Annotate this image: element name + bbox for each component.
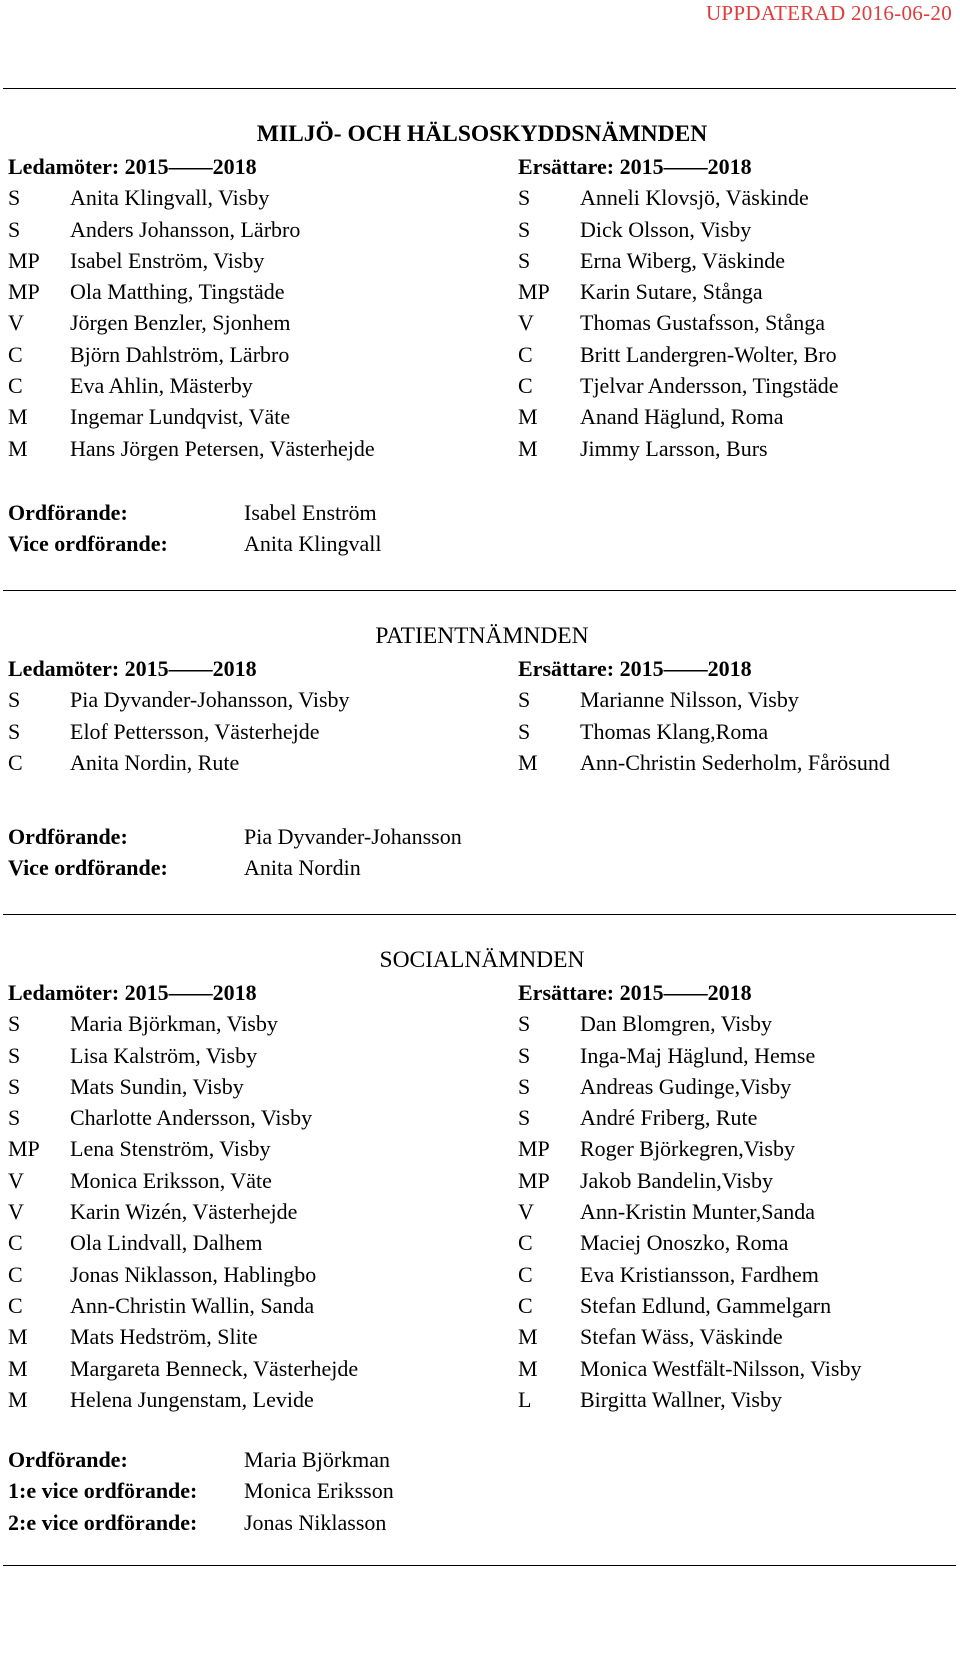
person-name: Erna Wiberg, Väskinde [580, 247, 786, 273]
party-code: S [518, 216, 531, 242]
party-code: S [518, 687, 531, 713]
party-code: MP [518, 1136, 550, 1162]
member-row [8, 1384, 488, 1415]
section-socialnamnden [8, 944, 956, 1535]
party-code: M [8, 1355, 28, 1381]
party-code: C [8, 1261, 23, 1287]
party-code: MP [518, 1167, 550, 1193]
person-name: Ann-Kristin Munter,Sanda [580, 1199, 815, 1225]
person-name: Eva Kristiansson, Fardhem [580, 1261, 819, 1287]
party-code: V [8, 310, 24, 336]
member-row [8, 182, 488, 213]
substitute-row [518, 1102, 960, 1133]
party-code: M [518, 1355, 538, 1381]
divider [3, 590, 956, 591]
substitute-row [518, 1196, 960, 1227]
party-code: S [518, 718, 531, 744]
person-name: Anita Nordin, Rute [70, 749, 240, 775]
party-code: C [8, 1230, 23, 1256]
party-code: M [8, 1386, 28, 1412]
person-name: Karin Wizén, Västerhejde [70, 1199, 298, 1225]
substitute-row [518, 1259, 960, 1290]
member-row [8, 245, 488, 276]
member-row [8, 433, 488, 464]
party-code: C [518, 341, 533, 367]
member-row [8, 1071, 488, 1102]
party-code: S [8, 1011, 21, 1037]
person-name: Maria Björkman, Visby [70, 1011, 278, 1037]
person-name: Mats Hedström, Slite [70, 1324, 258, 1350]
member-row [8, 276, 488, 307]
section-miljo-halsoskydd [8, 118, 956, 557]
substitute-row [518, 182, 960, 213]
role-label: Vice ordförande: [8, 855, 168, 881]
person-name: Margareta Benneck, Västerhejde [70, 1355, 359, 1381]
substitutes-column [518, 151, 960, 464]
role-holder: Anita Klingvall [244, 531, 382, 557]
member-row [8, 1008, 488, 1039]
role-label: Ordförande: [8, 500, 128, 525]
party-code: M [8, 435, 28, 461]
members-column [8, 151, 488, 464]
role-row [8, 852, 462, 883]
person-name: Jakob Bandelin,Visby [580, 1167, 773, 1193]
member-row [8, 1353, 488, 1384]
substitute-row [518, 276, 960, 307]
party-code: L [518, 1386, 532, 1412]
person-name: Stefan Edlund, Gammelgarn [580, 1292, 832, 1318]
person-name: Britt Landergren-Wolter, Bro [580, 341, 837, 367]
person-name: Eva Ahlin, Mästerby [70, 373, 253, 399]
party-code: MP [518, 279, 550, 305]
section-patientnamnden [8, 620, 956, 881]
party-code: C [518, 1230, 533, 1256]
person-name: Inga-Maj Häglund, Hemse [580, 1042, 816, 1068]
person-name: Maciej Onoszko, Roma [580, 1230, 789, 1256]
substitute-row [518, 433, 960, 464]
party-code: S [8, 216, 21, 242]
person-name: Thomas Gustafsson, Stånga [580, 310, 826, 336]
divider [3, 1565, 956, 1566]
substitute-row [518, 1384, 960, 1415]
updated-date: UPPDATERAD 2016-06-20 [705, 1, 952, 25]
person-name: Anita Klingvall, Visby [70, 185, 270, 211]
substitutes-column [518, 653, 960, 778]
party-code: M [518, 435, 538, 461]
person-name: Björn Dahlström, Lärbro [70, 341, 290, 367]
role-row [8, 1444, 394, 1475]
person-name: Birgitta Wallner, Visby [580, 1386, 782, 1412]
members-column [8, 977, 488, 1415]
substitute-row [518, 1290, 960, 1321]
role-row [8, 497, 381, 528]
party-code: M [518, 404, 538, 430]
role-label: 2:e vice ordförande: [8, 1509, 198, 1535]
substitute-row [518, 245, 960, 276]
party-code: S [8, 687, 21, 713]
substitute-row [518, 1040, 960, 1071]
member-row [8, 307, 488, 338]
person-name: Pia Dyvander-Johansson, Visby [70, 687, 350, 713]
substitute-row [518, 1071, 960, 1102]
person-name: Jörgen Benzler, Sjonhem [70, 310, 291, 336]
substitute-row [518, 1321, 960, 1352]
member-row [8, 1133, 488, 1164]
person-name: Ola Lindvall, Dalhem [70, 1230, 263, 1256]
role-label: 1:e vice ordförande: [8, 1478, 198, 1504]
member-columns [8, 977, 956, 1415]
members-column [8, 653, 488, 778]
section-title: MILJÖ- OCH HÄLSOSKYDDSNÄMNDEN [256, 121, 708, 147]
party-code: C [518, 373, 533, 399]
substitute-row [518, 370, 960, 401]
party-code: V [518, 1199, 534, 1225]
person-name: Jonas Niklasson, Hablingbo [70, 1261, 317, 1287]
role-row [8, 528, 381, 559]
person-name: Anand Häglund, Roma [580, 404, 784, 430]
members-heading: Ledamöter: 2015——2018 [8, 980, 257, 1005]
person-name: Hans Jörgen Petersen, Västerhejde [70, 435, 375, 461]
substitute-row [518, 1165, 960, 1196]
member-row [8, 339, 488, 370]
party-code: M [518, 1324, 538, 1350]
person-name: Mats Sundin, Visby [70, 1073, 244, 1099]
party-code: C [518, 1292, 533, 1318]
person-name: Dan Blomgren, Visby [580, 1011, 772, 1037]
members-heading: Ledamöter: 2015——2018 [8, 656, 257, 681]
member-row [8, 684, 488, 715]
person-name: Monica Westfält-Nilsson, Visby [580, 1355, 862, 1381]
role-row [8, 821, 462, 852]
party-code: V [518, 310, 534, 336]
party-code: S [518, 1073, 531, 1099]
role-row [8, 1475, 394, 1506]
member-row [8, 1259, 488, 1290]
member-row [8, 1165, 488, 1196]
substitutes-heading: Ersättare: 2015——2018 [518, 154, 752, 179]
member-row [8, 1227, 488, 1258]
substitute-row [518, 747, 960, 778]
person-name: Lisa Kalström, Visby [70, 1042, 258, 1068]
party-code: C [8, 373, 23, 399]
role-row [8, 1507, 394, 1538]
substitutes-heading: Ersättare: 2015——2018 [518, 980, 752, 1005]
party-code: S [8, 1073, 21, 1099]
person-name: Helena Jungenstam, Levide [70, 1386, 314, 1412]
person-name: Karin Sutare, Stånga [580, 279, 763, 305]
person-name: Ann-Christin Wallin, Sanda [70, 1292, 315, 1318]
member-row [8, 1102, 488, 1133]
substitute-row [518, 214, 960, 245]
person-name: Andreas Gudinge,Visby [580, 1073, 792, 1099]
party-code: S [518, 1105, 531, 1131]
member-row [8, 1321, 488, 1352]
divider [3, 88, 956, 89]
role-holder: Jonas Niklasson [244, 1509, 387, 1535]
role-label: Vice ordförande: [8, 531, 168, 557]
person-name: Charlotte Andersson, Visby [70, 1105, 313, 1131]
section-title: SOCIALNÄMNDEN [379, 947, 585, 973]
person-name: Lena Stenström, Visby [70, 1136, 271, 1162]
person-name: Ingemar Lundqvist, Väte [70, 404, 291, 430]
member-columns [8, 151, 956, 461]
substitute-row [518, 1008, 960, 1039]
party-code: S [8, 718, 21, 744]
substitute-row [518, 1133, 960, 1164]
person-name: Jimmy Larsson, Burs [580, 435, 768, 461]
section-title: PATIENTNÄMNDEN [375, 623, 589, 649]
person-name: Thomas Klang,Roma [580, 718, 769, 744]
party-code: C [8, 1292, 23, 1318]
party-code: C [8, 749, 23, 775]
person-name: Anders Johansson, Lärbro [70, 216, 301, 242]
member-row [8, 1040, 488, 1071]
member-row [8, 1290, 488, 1321]
party-code: V [8, 1199, 24, 1225]
substitute-row [518, 1227, 960, 1258]
party-code: M [518, 749, 538, 775]
members-heading: Ledamöter: 2015——2018 [8, 154, 257, 179]
role-holder: Pia Dyvander-Johansson [244, 824, 462, 849]
party-code: M [8, 1324, 28, 1350]
chair-list [8, 1444, 394, 1538]
party-code: S [518, 1042, 531, 1068]
person-name: Stefan Wäss, Väskinde [580, 1324, 783, 1350]
person-name: André Friberg, Rute [580, 1105, 758, 1131]
person-name: Tjelvar Andersson, Tingstäde [580, 373, 839, 399]
substitute-row [518, 307, 960, 338]
divider [3, 914, 956, 915]
member-row [8, 716, 488, 747]
role-holder: Anita Nordin [244, 855, 361, 881]
person-name: Marianne Nilsson, Visby [580, 687, 799, 713]
person-name: Anneli Klovsjö, Väskinde [580, 185, 809, 211]
person-name: Monica Eriksson, Väte [70, 1167, 272, 1193]
party-code: M [8, 404, 28, 430]
member-row [8, 747, 488, 778]
party-code: S [8, 1042, 21, 1068]
party-code: S [518, 1011, 531, 1037]
member-columns [8, 653, 956, 779]
party-code: S [8, 185, 21, 211]
substitute-row [518, 401, 960, 432]
party-code: MP [8, 279, 40, 305]
party-code: MP [8, 1136, 40, 1162]
substitute-row [518, 684, 960, 715]
role-holder: Isabel Enström [244, 500, 377, 525]
person-name: Roger Björkegren,Visby [580, 1136, 795, 1162]
member-row [8, 401, 488, 432]
substitute-row [518, 1353, 960, 1384]
party-code: S [8, 1105, 21, 1131]
role-label: Ordförande: [8, 1447, 128, 1472]
party-code: C [8, 341, 23, 367]
substitutes-column [518, 977, 960, 1415]
person-name: Ann-Christin Sederholm, Fårösund [580, 749, 890, 775]
substitute-row [518, 339, 960, 370]
member-row [8, 1196, 488, 1227]
person-name: Elof Pettersson, Västerhejde [70, 718, 320, 744]
role-label: Ordförande: [8, 824, 128, 849]
member-row [8, 370, 488, 401]
role-holder: Monica Eriksson [244, 1478, 394, 1504]
role-holder: Maria Björkman [244, 1447, 391, 1472]
member-row [8, 214, 488, 245]
chair-list [8, 497, 381, 560]
party-code: V [8, 1167, 24, 1193]
person-name: Isabel Enström, Visby [70, 247, 265, 273]
party-code: S [518, 247, 531, 273]
chair-list [8, 821, 462, 884]
person-name: Ola Matthing, Tingstäde [70, 279, 285, 305]
substitute-row [518, 716, 960, 747]
substitutes-heading: Ersättare: 2015——2018 [518, 656, 752, 681]
party-code: S [518, 185, 531, 211]
party-code: C [518, 1261, 533, 1287]
person-name: Dick Olsson, Visby [580, 216, 752, 242]
party-code: MP [8, 247, 40, 273]
